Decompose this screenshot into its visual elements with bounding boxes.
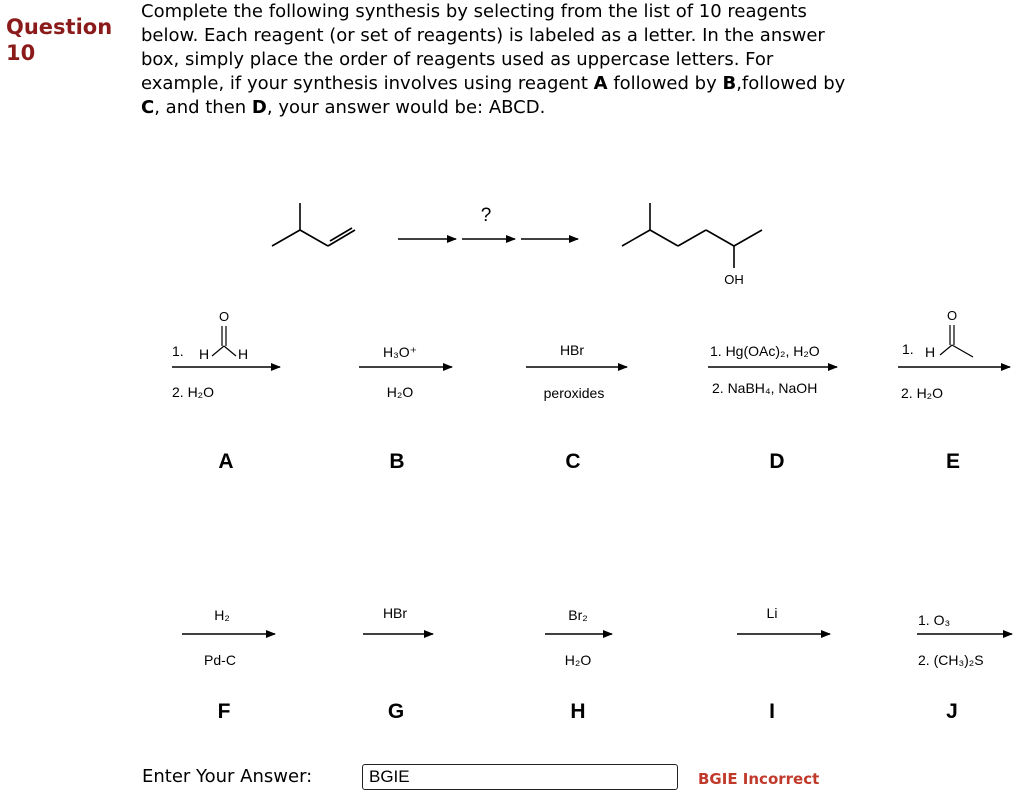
question-label: Question bbox=[6, 15, 113, 39]
reagent-a-h-left: H bbox=[199, 346, 210, 362]
reagent-h-letter: H bbox=[570, 700, 586, 723]
starting-material-molecule bbox=[272, 203, 355, 246]
reagent-f bbox=[182, 607, 275, 723]
answer-input[interactable]: BGIE bbox=[362, 764, 678, 790]
reagent-g-letter: G bbox=[387, 700, 405, 723]
reagent-e-h: H bbox=[925, 344, 936, 360]
reagent-a-oxygen: O bbox=[218, 309, 230, 324]
reagent-f-bottom: Pd-C bbox=[204, 652, 236, 668]
prompt-bold-a: A bbox=[593, 73, 608, 94]
reagent-g-top: HBr bbox=[382, 605, 408, 621]
reagent-b-letter: B bbox=[389, 450, 405, 473]
reagent-d-top: 1. Hg(OAc)₂, H₂O bbox=[710, 343, 820, 359]
prompt-bold-d: D bbox=[251, 97, 267, 118]
prompt-bold-b: B bbox=[722, 73, 737, 94]
reagent-f-letter: F bbox=[217, 700, 231, 723]
reagent-j-letter: J bbox=[946, 700, 958, 723]
reagent-a bbox=[172, 309, 280, 473]
reagent-d bbox=[708, 343, 837, 473]
question-index: 10 bbox=[6, 41, 36, 65]
reagent-a-letter: A bbox=[218, 450, 234, 473]
unknown-steps-mark: ? bbox=[480, 205, 492, 226]
reagent-d-letter: D bbox=[769, 450, 785, 473]
reagent-b bbox=[359, 344, 452, 473]
reagent-j-bottom: 2. (CH₃)₂S bbox=[918, 652, 984, 668]
prompt-text-1: Complete the following synthesis by selecting from the list of 10 reagents below. Each reagent (or set of reagents) is labeled as a letter. In the answer box, simply place the order of reagents used as uppercase letters. For example, if your synthesis involves using reagent bbox=[141, 1, 825, 94]
reagent-i bbox=[737, 605, 830, 723]
reagent-d-bottom: 2. NaBH₄, NaOH bbox=[712, 380, 818, 396]
answer-status: BGIE Incorrect bbox=[698, 770, 820, 788]
prompt-text-3: ,followed by bbox=[736, 73, 846, 94]
reagent-e bbox=[898, 308, 1010, 473]
reagent-a-step2: 2. H₂O bbox=[172, 384, 214, 400]
prompt-text-2: followed by bbox=[607, 73, 723, 94]
product-oh-label: OH bbox=[724, 272, 744, 287]
reagent-i-letter: I bbox=[769, 700, 775, 723]
prompt-text-4: , and then bbox=[154, 97, 252, 118]
reagent-g bbox=[363, 605, 433, 723]
reagent-h-top: Br₂ bbox=[568, 607, 588, 623]
reagent-c-top: HBr bbox=[559, 342, 585, 358]
reagent-c bbox=[526, 342, 627, 473]
reagent-i-top: Li bbox=[766, 605, 778, 621]
reagent-e-step2: 2. H₂O bbox=[901, 385, 943, 401]
reagent-c-bottom: peroxides bbox=[543, 385, 605, 401]
reagent-h bbox=[545, 607, 612, 723]
prompt-bold-c: C bbox=[141, 97, 155, 118]
answer-label: Enter Your Answer: bbox=[142, 766, 313, 787]
reagent-c-letter: C bbox=[565, 450, 581, 473]
reagent-h-bottom: H₂O bbox=[564, 652, 592, 668]
reagent-e-oxygen: O bbox=[946, 308, 958, 323]
reagent-b-top: H₃O⁺ bbox=[382, 344, 418, 360]
prompt-text-5: , your answer would be: ABCD. bbox=[266, 97, 546, 118]
reagent-a-h-right: H bbox=[238, 346, 249, 362]
reagent-e-step1: 1. bbox=[902, 341, 914, 357]
product-molecule bbox=[622, 203, 762, 268]
reagent-b-bottom: H₂O bbox=[386, 384, 414, 400]
reagent-a-step1: 1. bbox=[172, 343, 184, 359]
reagent-e-letter: E bbox=[945, 450, 961, 473]
reagent-j-top: 1. O₃ bbox=[918, 612, 951, 628]
reagent-f-top: H₂ bbox=[214, 607, 230, 623]
reagent-j bbox=[917, 612, 1012, 723]
